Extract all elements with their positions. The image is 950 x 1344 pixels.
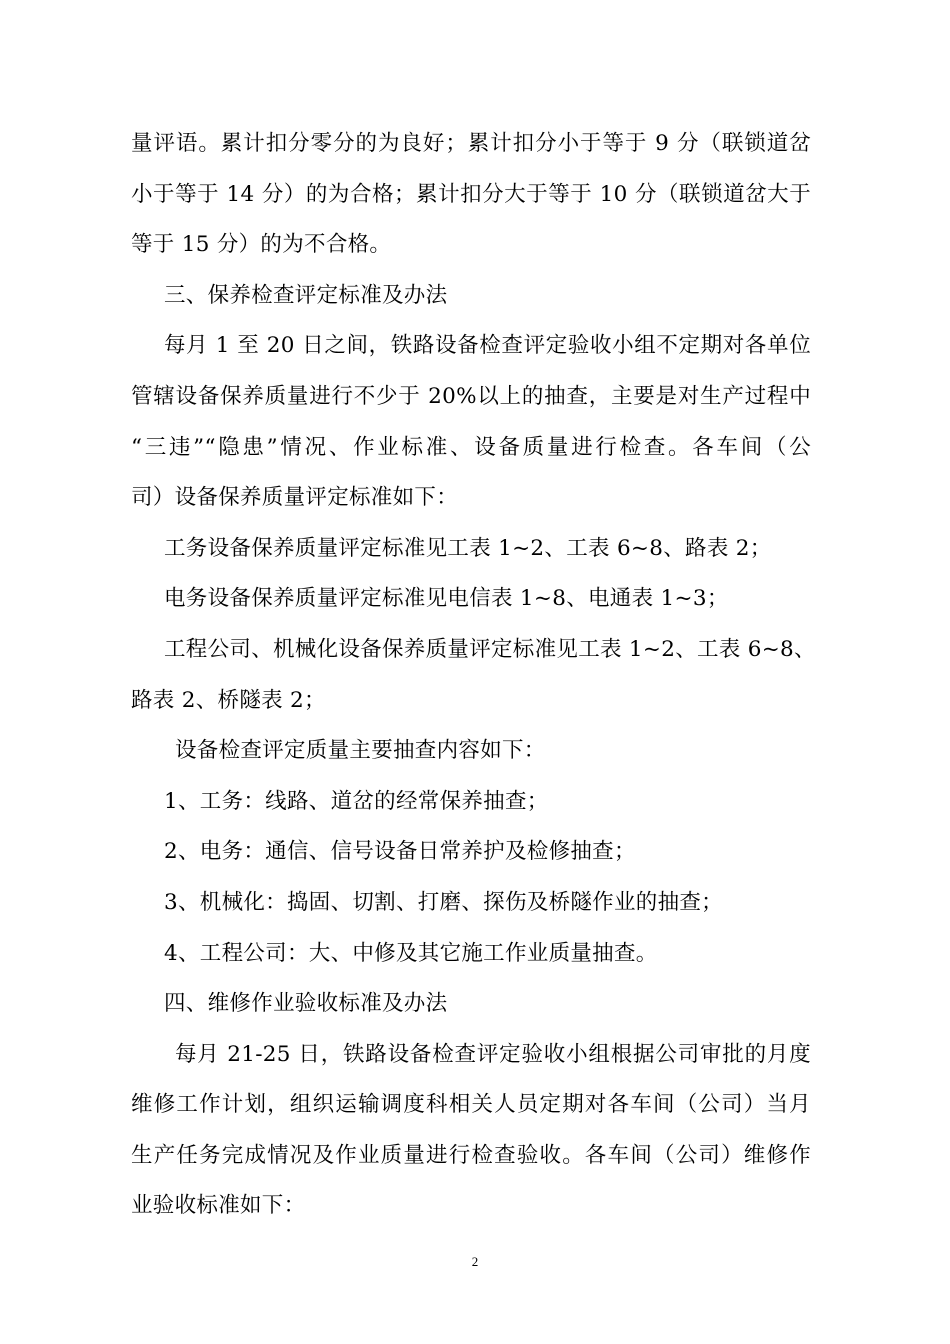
text-line: 业验收标准如下： [131,1193,306,1219]
text-line: 路表 2、桥隧表 2； [131,687,326,713]
document-body [131,130,816,1243]
text-line: 维修工作计划，组织运输调度科相关人员定期对各车间（公司）当月 [131,1092,811,1118]
text-line: 每月 21-25 日，铁路设备检查评定验收小组根据公司审批的月度 [175,1041,811,1067]
text-line: 量评语。累计扣分零分的为良好；累计扣分小于等于 9 分（联锁道岔 [131,131,811,156]
text-line: 工务设备保养质量评定标准见工表 1~2、工表 6~8、路表 2； [164,535,772,561]
text-line: 等于 15 分）的为不合格。 [131,232,392,258]
section-heading: 四、维修作业验收标准及办法 [164,991,448,1017]
text-line: 设备检查评定质量主要抽查内容如下： [175,738,546,764]
text-line: 每月 1 至 20 日之间，铁路设备检查评定验收小组不定期对各单位 [164,333,811,359]
text-line: 电务设备保养质量评定标准见电信表 1~8、电通表 1~3； [164,586,729,612]
list-item: 2、电务：通信、信号设备日常养护及检修抽查； [164,839,636,865]
list-item: 3、机械化：捣固、切割、打磨、探伤及桥隧作业的抽查； [164,889,723,915]
page-number: 2 [471,1254,479,1269]
text-line: 小于等于 14 分）的为合格；累计扣分大于等于 10 分（联锁道岔大于 [131,181,811,207]
text-line: 生产任务完成情况及作业质量进行检查验收。各车间（公司）维修作 [131,1142,811,1168]
list-item: 1、工务：线路、道岔的经常保养抽查； [164,788,549,814]
section-heading: 三、保养检查评定标准及办法 [164,282,448,308]
list-item: 4、工程公司：大、中修及其它施工作业质量抽查。 [164,940,658,966]
text-line: 管辖设备保养质量进行不少于 20%以上的抽查，主要是对生产过程中 [131,383,811,409]
text-line: “三违”“隐患”情况、作业标准、设备质量进行检查。各车间（公 [131,434,811,460]
text-line: 司）设备保养质量评定标准如下： [131,485,459,511]
text-line: 工程公司、机械化设备保养质量评定标准见工表 1~2、工表 6~8、 [164,636,816,662]
